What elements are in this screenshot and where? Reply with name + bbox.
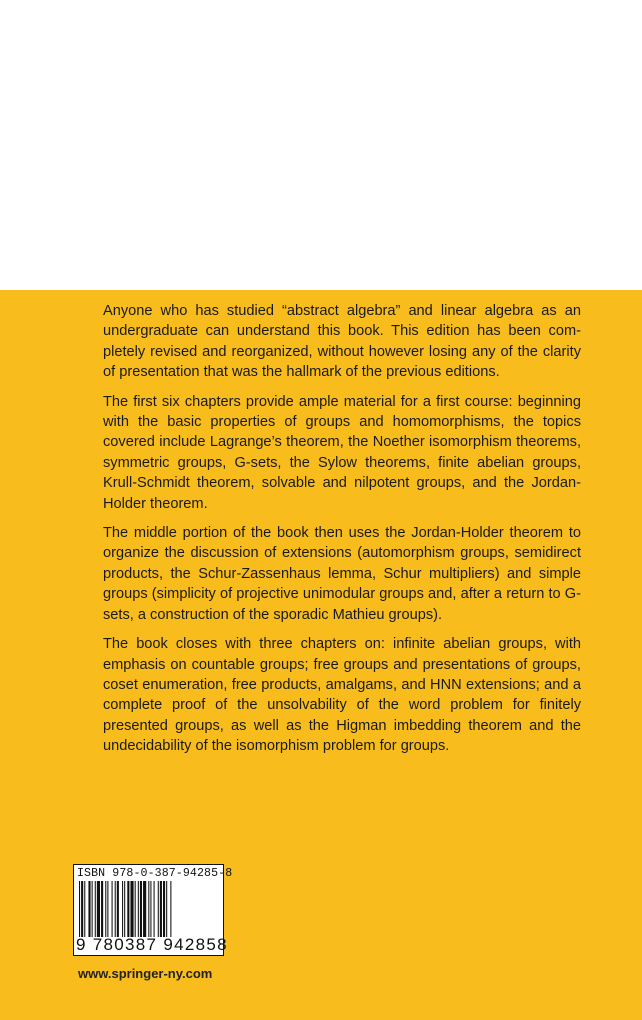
description-paragraph-1: Anyone who has studied “abstract algebra” and linear algebra as an undergraduate can understand this book. This edition has been completely revised and reorganized, without however losing any of the clarity of presentation that was the hallmark of the previous editions.	[103, 303, 581, 381]
description-paragraph-4: The book closes with three chapters on: infinite abelian groups, with emphasis on countable groups; free groups and presentations of groups, coset enumeration, free products, amalgams, and HNN extensions; and a complete proof of the unsolvability of the word problem for finitely presented groups, as well as the Higman imbedding theorem and the undecidability of the isomorphism problem for groups.	[103, 636, 581, 755]
publisher-url: www.springer-ny.com	[78, 966, 213, 981]
barcode-digits: 9 780387 942858	[76, 935, 228, 954]
barcode-bars-icon	[78, 881, 219, 937]
isbn-barcode	[73, 864, 233, 956]
isbn-label: ISBN 978-0-387-94285-8	[77, 867, 233, 880]
book-description	[103, 301, 581, 766]
cover-white-area	[0, 0, 642, 290]
description-paragraph-2: The first six chapters provide ample material for a first course: beginning with the basic properties of groups and homomorphisms, the topics covered include Lagrange’s theorem, the Noether isomorphism theorems, symmetric groups, G-sets, the Sylow theorems, finite abelian groups, Krull-Schmidt theorem, solvable and nilpotent groups, and the Jordan-Holder theorem.	[103, 393, 581, 512]
description-paragraph-3: The middle portion of the book then uses the Jordan-Holder theorem to organize the discussion of extensions (automorphism groups, semidirect products, the Schur-Zassenhaus lemma, Schur multipliers) and simple groups (simplicity of projective unimodular groups and, after a return to G-sets, a construction of the sporadic Mathieu groups).	[103, 525, 581, 623]
